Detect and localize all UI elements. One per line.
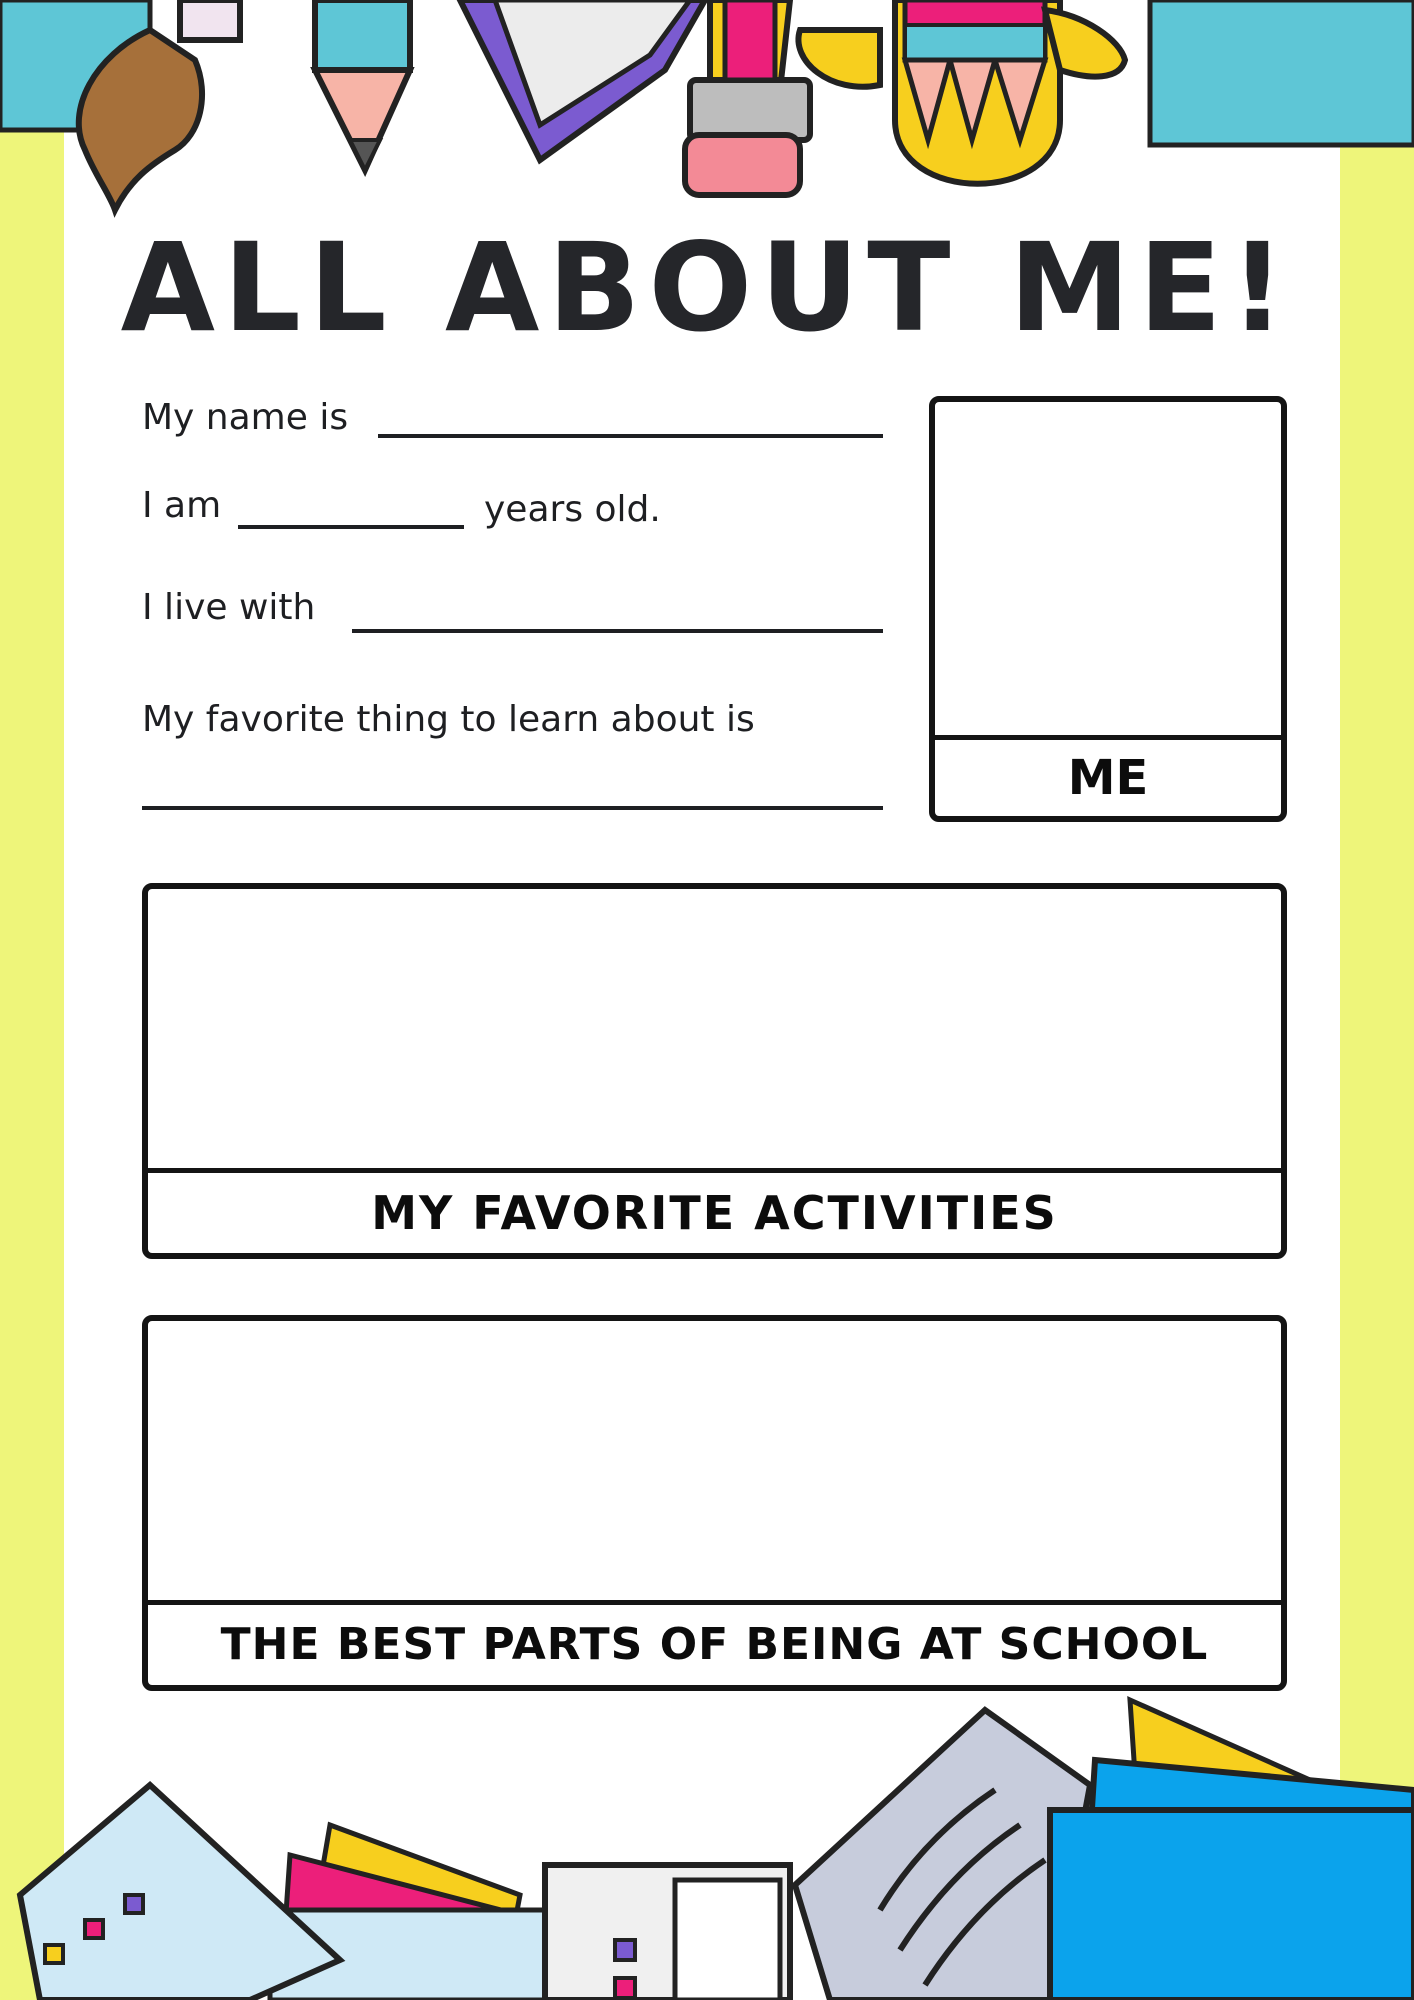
school-supplies-bottom-decoration (0, 1680, 1414, 2000)
pencil-icon (315, 0, 410, 170)
age-label: I am (142, 485, 222, 526)
folder-icon (1050, 1700, 1414, 2000)
best-parts-school-caption: THE BEST PARTS OF BEING AT SCHOOL (148, 1600, 1281, 1685)
name-label: My name is (142, 397, 349, 438)
age-suffix-label: years old. (484, 489, 661, 530)
pencil-cup-icon (798, 0, 1125, 184)
photo-box[interactable] (929, 396, 1287, 822)
eraser-icon (685, 0, 810, 195)
best-parts-school-box[interactable] (142, 1315, 1287, 1691)
photo-caption: ME (935, 735, 1281, 816)
name-blank-line[interactable] (378, 434, 883, 438)
notebook-icon (460, 0, 705, 160)
age-blank-line[interactable] (238, 525, 464, 529)
live-with-blank-line[interactable] (352, 629, 883, 633)
abc-blocks-icon (545, 1865, 790, 2000)
page-title: ALL ABOUT ME! (120, 217, 1294, 359)
favorite-learn-label: My favorite thing to learn about is (142, 699, 755, 740)
favorite-activities-box[interactable] (142, 883, 1287, 1259)
school-supplies-top-decoration (0, 0, 1414, 230)
live-with-label: I live with (142, 587, 316, 628)
open-book-icon (795, 1710, 1090, 2000)
favorite-activities-caption: MY FAVORITE ACTIVITIES (148, 1168, 1281, 1253)
favorite-learn-blank-line[interactable] (142, 806, 883, 810)
cyan-corner-right (1150, 0, 1414, 145)
